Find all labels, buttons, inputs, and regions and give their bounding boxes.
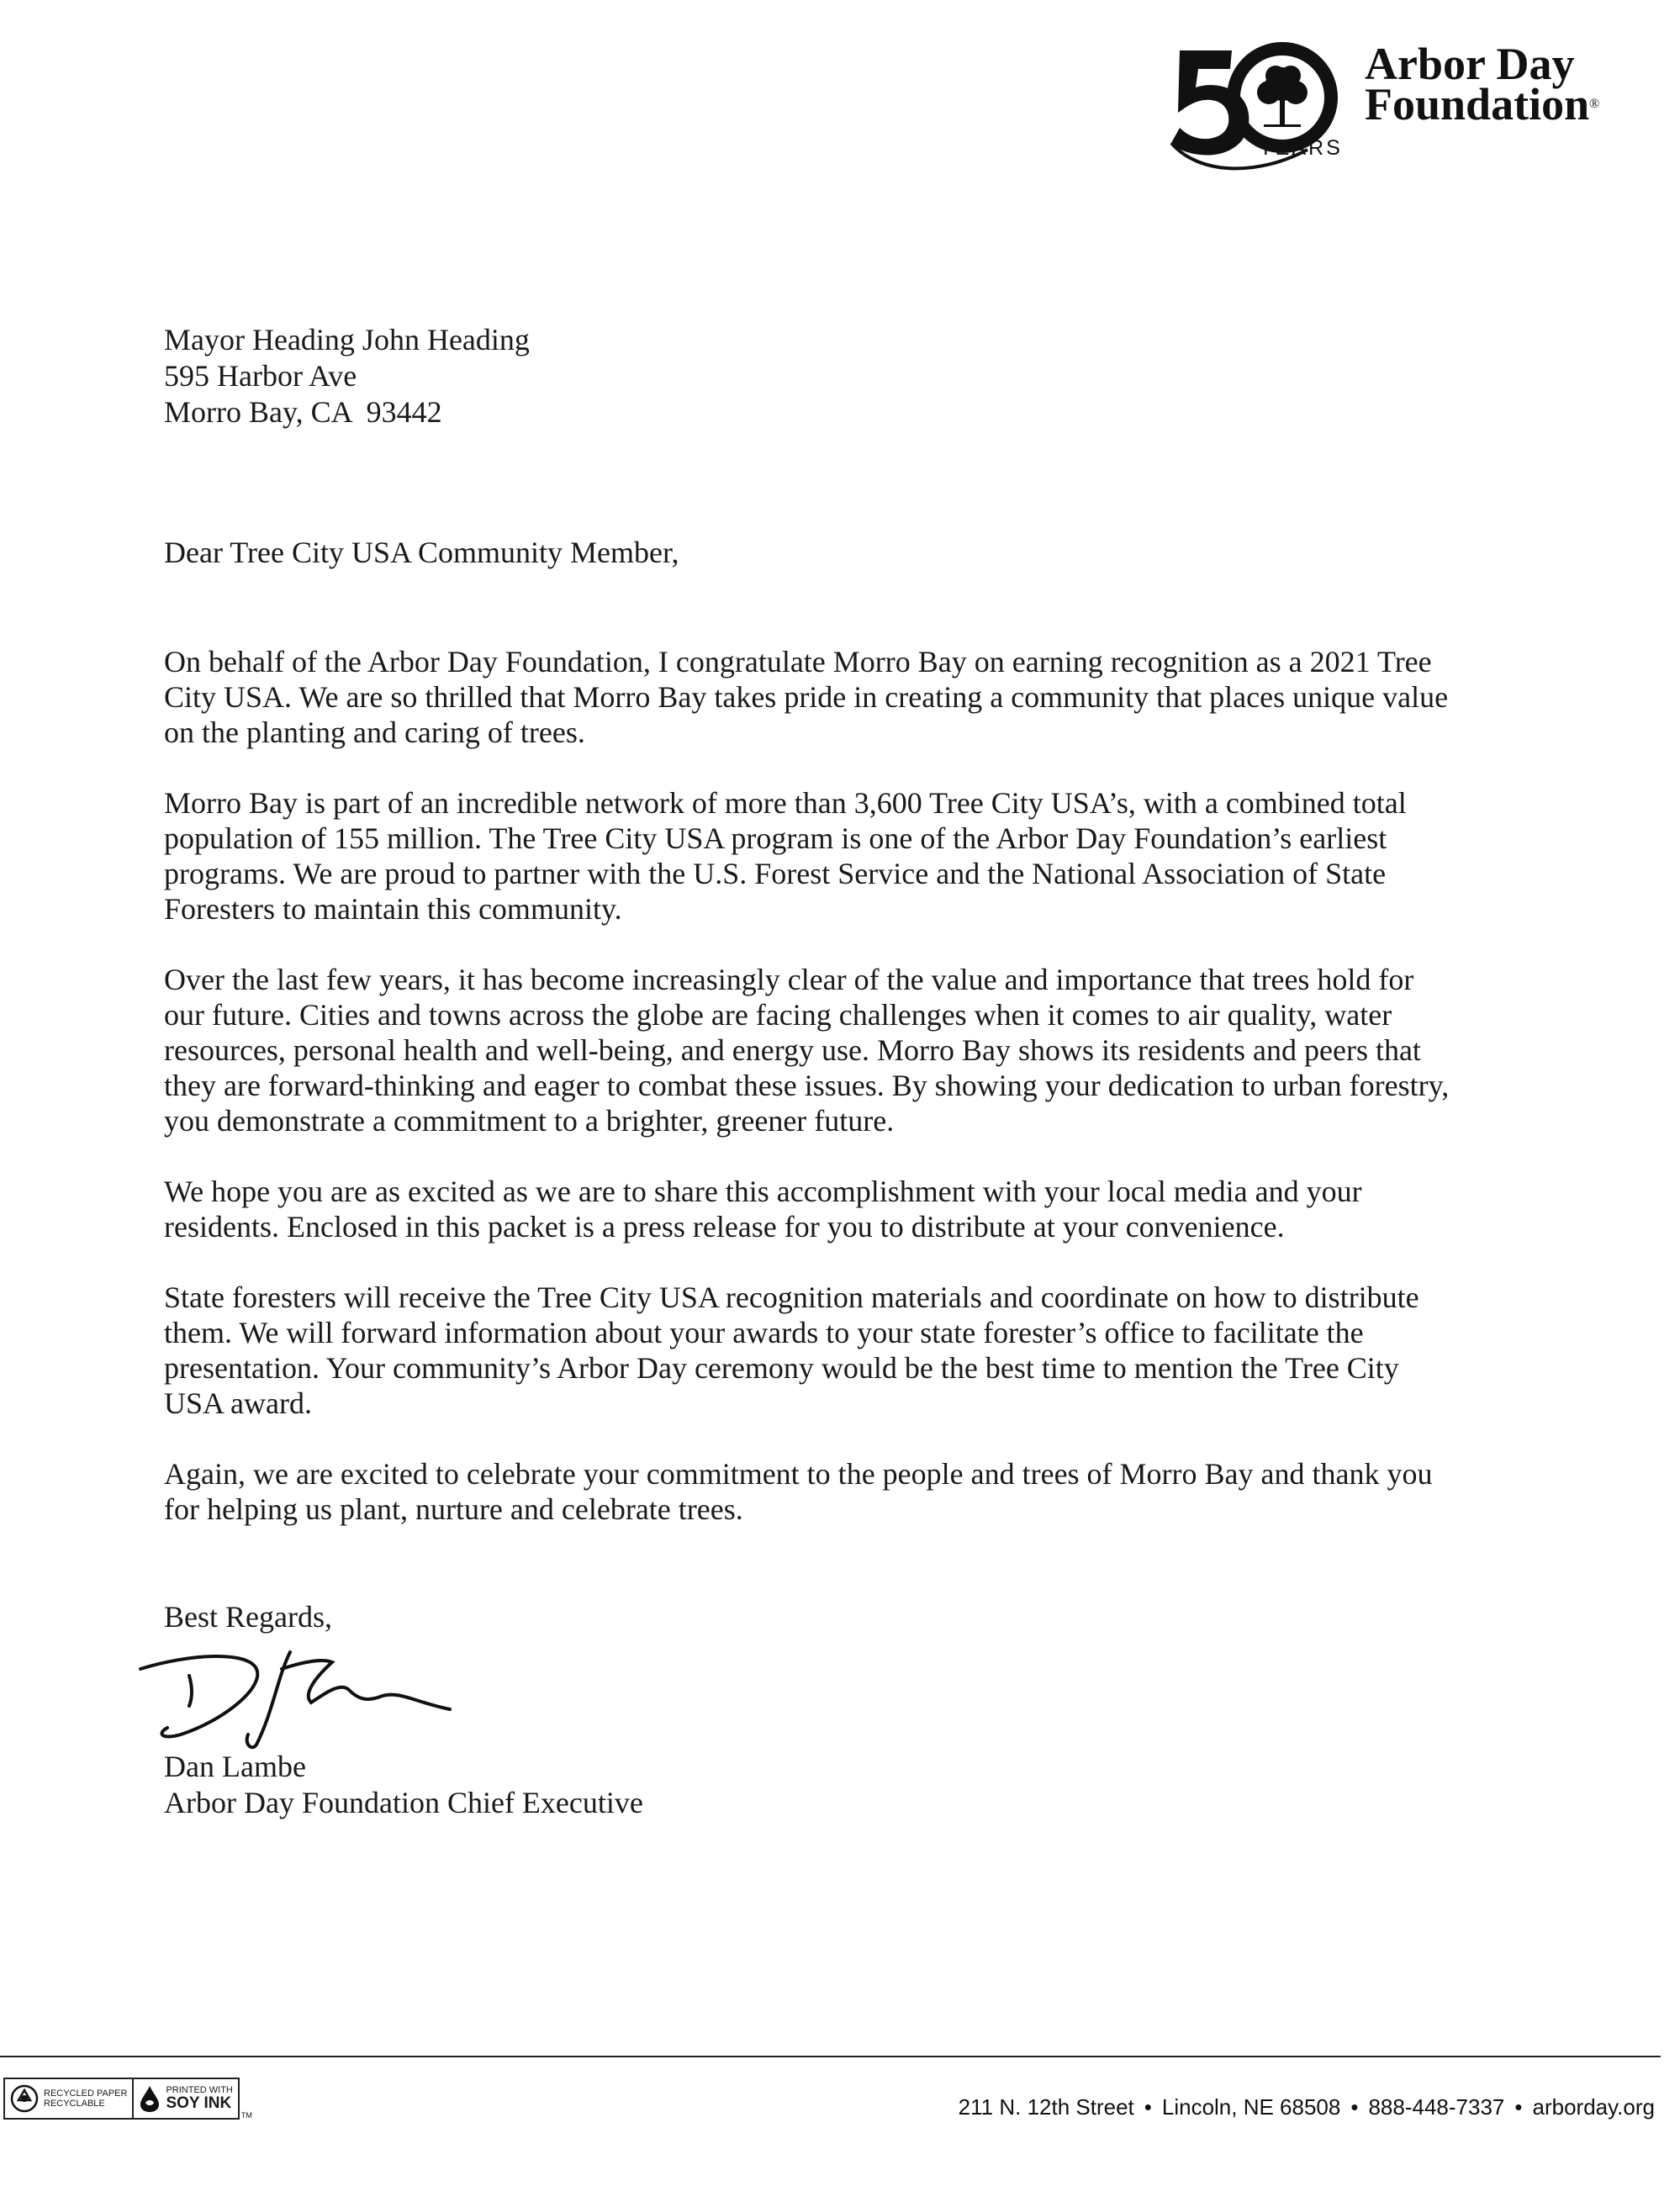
recipient-city-state-zip: Morro Bay, CA 93442 (164, 395, 442, 429)
soy-ink-label: SOY INK (166, 2094, 232, 2112)
signer-title: Arbor Day Foundation Chief Executive (164, 1786, 643, 1819)
organization-name (1365, 39, 1600, 129)
org-name-line-2: Foundation® (1365, 79, 1600, 129)
paragraph (164, 1174, 1543, 1244)
trademark-label: TM (240, 2111, 252, 2120)
soy-ink-badge (134, 2078, 239, 2120)
paragraph-line: Morro Bay is part of an incredible network of more than 3,600 Tree City USA’s, with a combined total (164, 786, 1407, 820)
paragraph-line: population of 155 million. The Tree City USA program is one of the Arbor Day Foundation’s earliest (164, 821, 1387, 855)
paragraph-line: resources, personal health and well-being, and energy use. Morro Bay shows its residents and peers that (164, 1033, 1421, 1067)
handwritten-signature (130, 1644, 467, 1753)
paragraph-line: on the planting and caring of trees. (164, 715, 585, 749)
recycled-paper-label: RECYCLED PAPER (44, 2088, 128, 2099)
paragraph-line: they are forward-thinking and eager to combat these issues. By showing your dedication to urban forestry, (164, 1069, 1450, 1102)
years-label: YEARS (1259, 136, 1343, 160)
paragraph-line: them. We will forward information about your awards to your state forester’s office to facilitate the (164, 1316, 1364, 1349)
paragraph (164, 785, 1543, 927)
arbor-day-50-years-logo (1165, 32, 1635, 175)
recyclable-label: RECYCLABLE (44, 2099, 105, 2109)
paragraph-line: you demonstrate a commitment to a brighter, greener future. (164, 1104, 895, 1138)
recipient-street: 595 Harbor Ave (164, 359, 357, 393)
footer-contact (959, 2094, 1655, 2120)
recipient-address (164, 322, 530, 430)
paragraph-line: We hope you are as excited as we are to share this accomplishment with your local media and your (164, 1175, 1362, 1208)
paragraph-line: Foresters to maintain this community. (164, 892, 622, 926)
footer-address: 211 N. 12th Street (958, 2094, 1134, 2120)
org-name-line-1: Arbor Day (1365, 39, 1575, 89)
footer-divider (0, 2056, 1661, 2057)
footer-website: arborday.org (1532, 2094, 1655, 2120)
separator: • (1144, 2094, 1152, 2120)
signer-block (164, 1749, 643, 1821)
recycle-icon (10, 2084, 39, 2113)
letter-body (164, 644, 1543, 1527)
registered-mark: ® (1589, 97, 1600, 111)
paragraph-line: State foresters will receive the Tree City USA recognition materials and coordinate on how to distribute (164, 1280, 1419, 1314)
paragraph-line: City USA. We are so thrilled that Morro Bay takes pride in creating a community that places unique value (164, 680, 1449, 714)
paragraph (164, 1280, 1543, 1421)
paragraph-line: USA award. (164, 1386, 312, 1420)
separator: • (1514, 2094, 1523, 2120)
paragraph-line: our future. Cities and towns across the globe are facing challenges when it comes to air quality, water (164, 998, 1392, 1032)
paragraph-line: On behalf of the Arbor Day Foundation, I congratulate Morro Bay on earning recognition as a 2021 Tree (164, 645, 1432, 679)
salutation: Dear Tree City USA Community Member, (164, 536, 679, 569)
paragraph (164, 644, 1543, 750)
separator: • (1350, 2094, 1359, 2120)
footer-city: Lincoln, NE 68508 (1161, 2094, 1341, 2120)
printed-with-label: PRINTED WITH (166, 2085, 233, 2095)
print-badges (3, 2078, 252, 2120)
recycled-paper-badge (3, 2078, 134, 2120)
paragraph-line: for helping us plant, nurture and celebrate trees. (164, 1492, 743, 1526)
paragraph-line: Again, we are excited to celebrate your commitment to the people and trees of Morro Bay and thank you (164, 1457, 1433, 1491)
recipient-name: Mayor Heading John Heading (164, 323, 530, 356)
footer-phone: 888-448-7337 (1368, 2094, 1505, 2120)
paragraph-line: presentation. Your community’s Arbor Day ceremony would be the best time to mention the Tree City (164, 1351, 1399, 1385)
paragraph-line: programs. We are proud to partner with the U.S. Forest Service and the National Association of State (164, 857, 1387, 890)
paragraph-line: residents. Enclosed in this packet is a press release for you to distribute at your convenience. (164, 1210, 1285, 1243)
paragraph (164, 1456, 1543, 1527)
soy-ink-drop-icon (139, 2084, 161, 2113)
paragraph-line: Over the last few years, it has become increasingly clear of the value and importance that trees hold for (164, 963, 1414, 996)
closing: Best Regards, (164, 1600, 332, 1634)
paragraph (164, 962, 1543, 1138)
signer-name: Dan Lambe (164, 1750, 306, 1783)
